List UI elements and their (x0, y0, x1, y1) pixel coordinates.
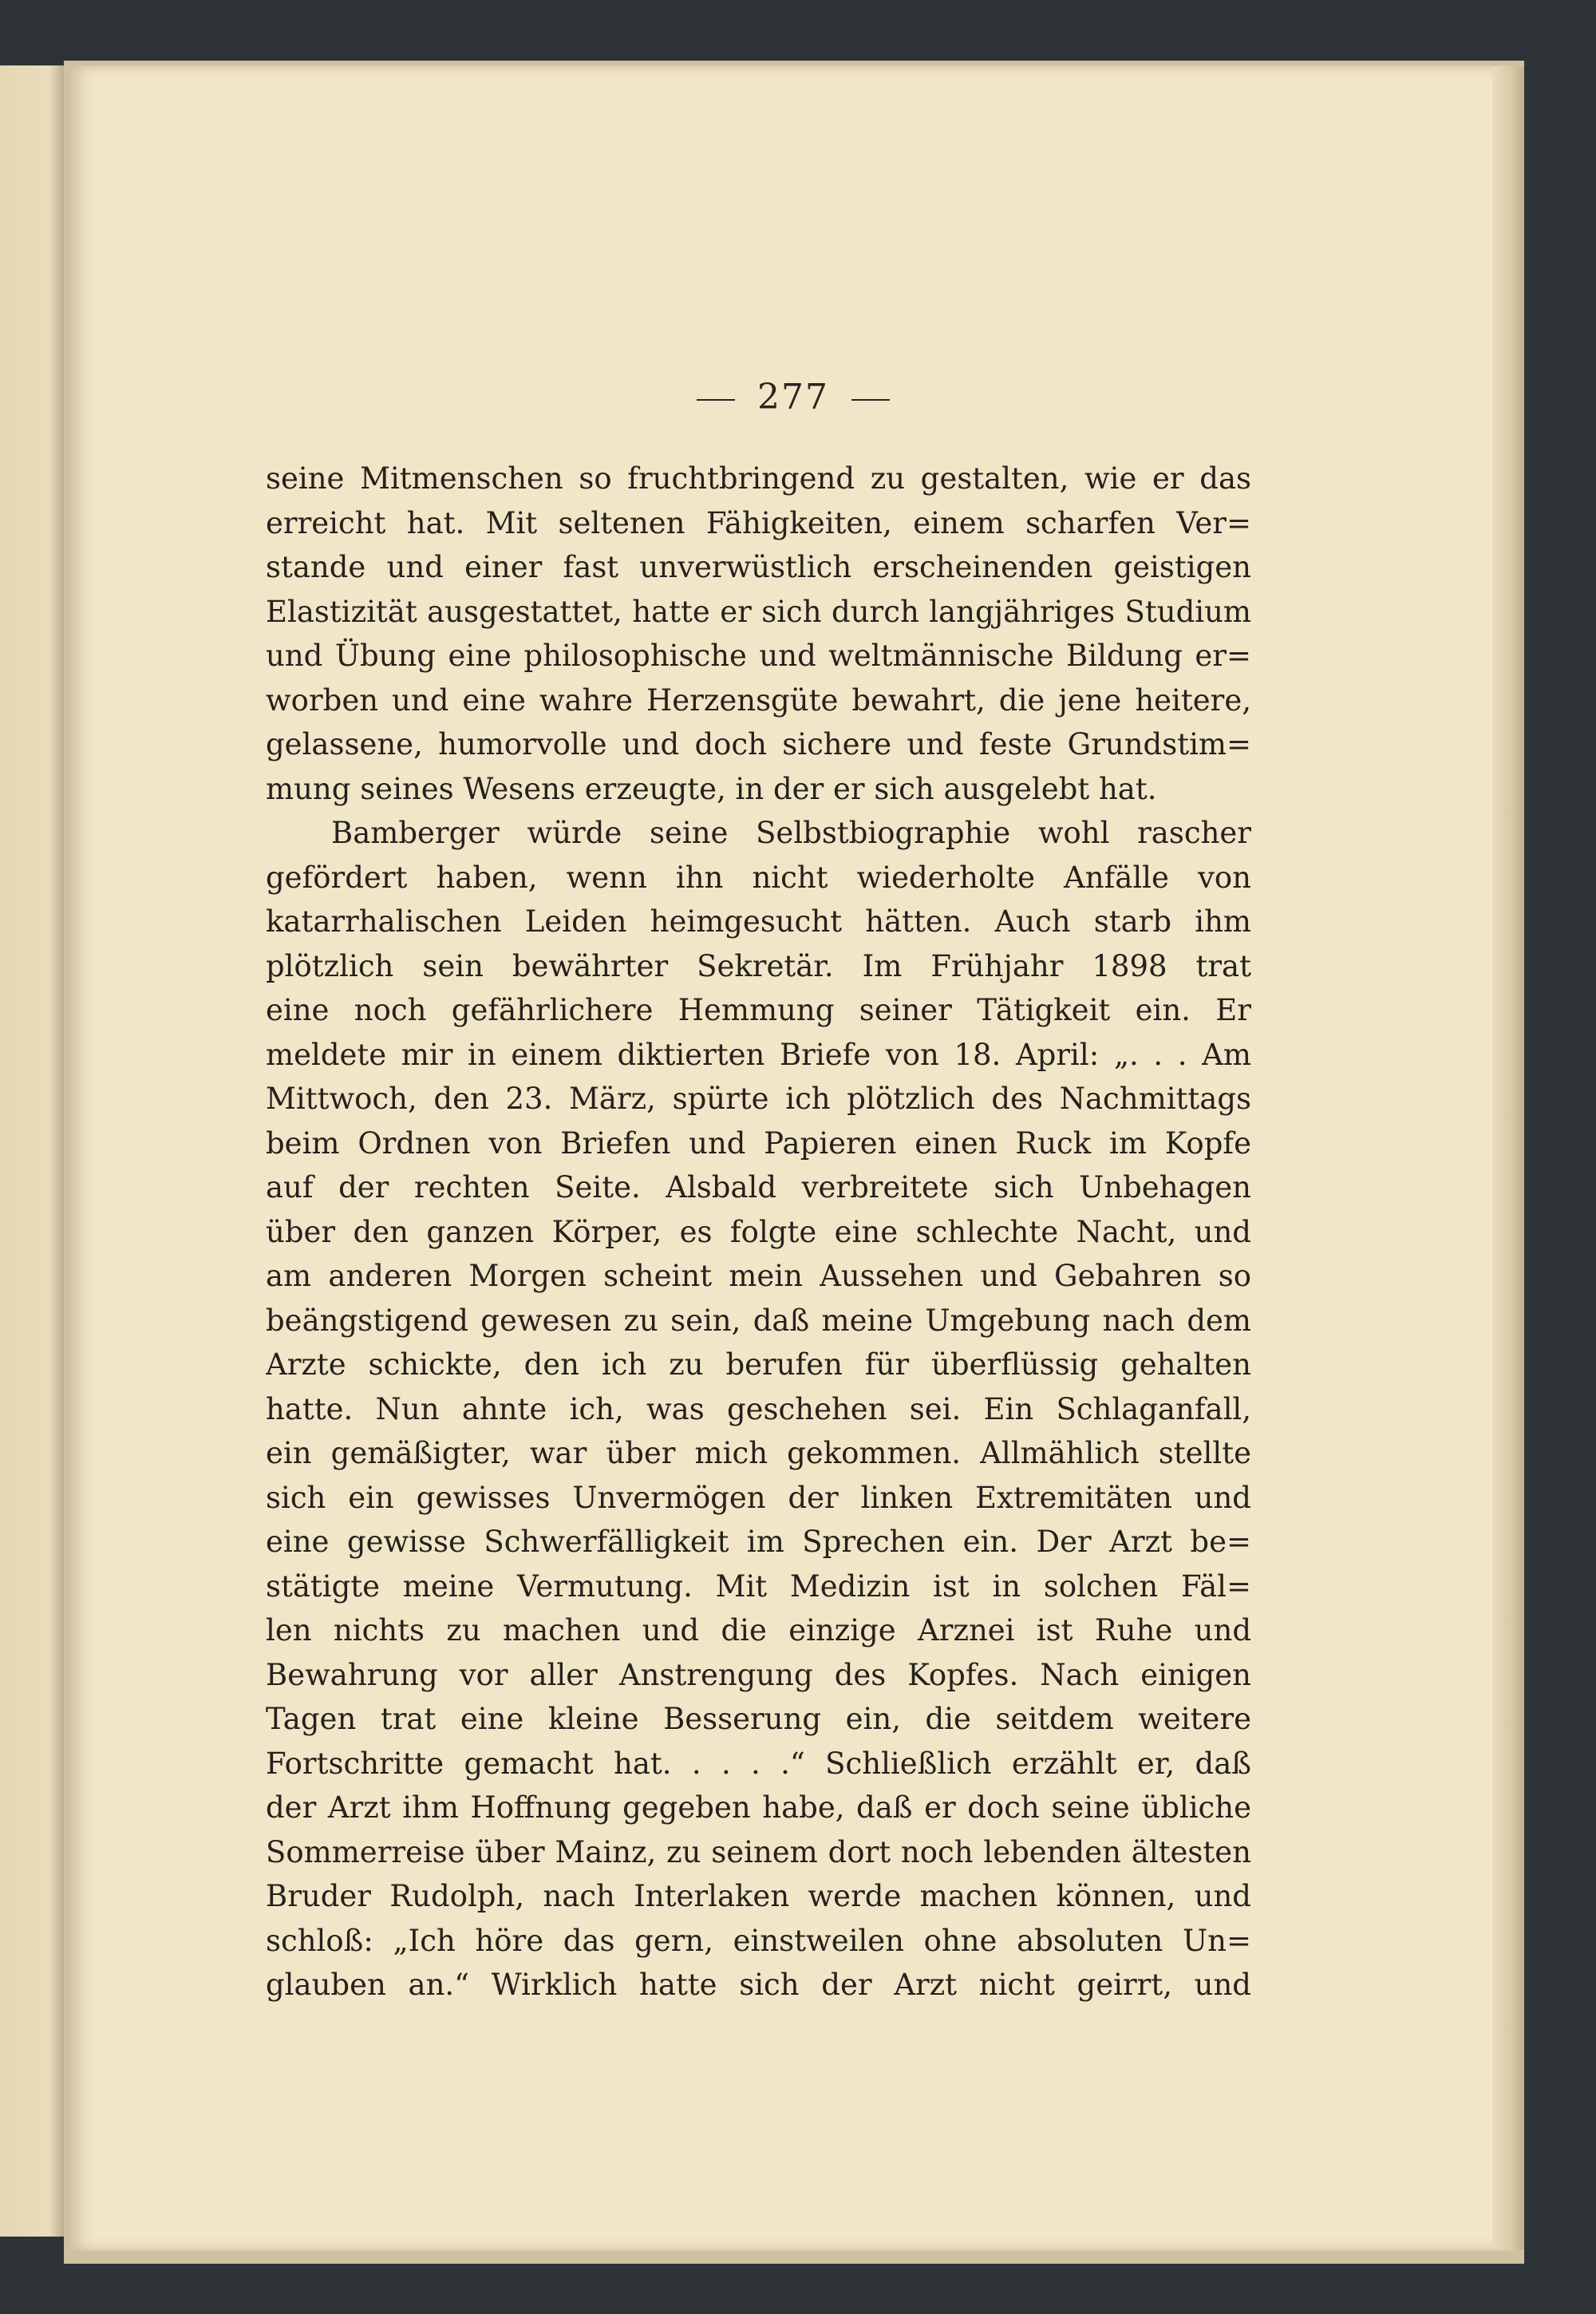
page-number: 277 (757, 377, 829, 417)
text-line: worben und eine wahre Herzensgüte bewahrt, die jene heitere, (266, 682, 1251, 718)
text-line: Bamberger würde seine Selbstbiographie wohl rascher (331, 816, 1251, 850)
text-line: Elastizität ausgestattet, hatte er sich durch langjähriges Studium (266, 594, 1251, 629)
page-right-edge (1492, 67, 1524, 2249)
text-line: katarrhalischen Leiden heimgesucht hätten. Auch starb ihm (266, 904, 1251, 939)
text-line: Bewahrung vor aller Anstrengung des Kopfes. Nach einigen (266, 1657, 1251, 1692)
text-line: hatte. Nun ahnte ich, was geschehen sei. Ein Schlaganfall, (266, 1391, 1251, 1426)
text-line: gefördert haben, wenn ihn nicht wiederholte Anfälle von (266, 860, 1251, 895)
text-line: am anderen Morgen scheint mein Aussehen und Gebahren so (266, 1259, 1251, 1293)
text-line: auf der rechten Seite. Alsbald verbreitete sich Unbehagen (266, 1170, 1251, 1204)
text-line: glauben an.“ Wirklich hatte sich der Arzt nicht geirrt, und (266, 1968, 1251, 2002)
text-line: erreicht hat. Mit seltenen Fähigkeiten, einem scharfen Ver= (266, 505, 1251, 540)
text-line: beängstigend gewesen zu sein, daß meine Umgebung nach dem (266, 1303, 1251, 1338)
text-line: Fortschritte gemacht hat. . . . .“ Schließlich erzählt er, daß (266, 1746, 1251, 1781)
text-line: Mittwoch, den 23. März, spürte ich plötzlich des Nachmittags (266, 1082, 1251, 1116)
book-page (70, 65, 1516, 2251)
text-line: und Übung eine philosophische und weltmännische Bildung er= (266, 639, 1251, 673)
body-text (266, 457, 1251, 2007)
text-line: der Arzt ihm Hoffnung gegeben habe, daß er doch seine übliche (266, 1790, 1251, 1825)
text-line: eine noch gefährlichere Hemmung seiner Tätigkeit ein. Er (266, 993, 1251, 1027)
text-line: sich ein gewisses Unvermögen der linken Extremitäten und (266, 1480, 1251, 1515)
text-line: beim Ordnen von Briefen und Papieren einen Ruck im Kopfe (266, 1125, 1251, 1161)
text-line: Sommerreise über Mainz, zu seinem dort noch lebenden ältesten (266, 1834, 1251, 1869)
text-line: Bruder Rudolph, nach Interlaken werde machen können, und (266, 1879, 1251, 1913)
page-header (70, 377, 1516, 417)
text-line: Tagen trat eine kleine Besserung ein, die seitdem weitere (266, 1702, 1251, 1736)
text-line: über den ganzen Körper, es folgte eine schlechte Nacht, und (266, 1214, 1251, 1249)
text-line: len nichts zu machen und die einzige Arznei ist Ruhe und (266, 1613, 1251, 1647)
text-line: mung seines Wesens erzeugte, in der er sich ausgelebt hat. (266, 771, 1157, 806)
text-line: seine Mitmenschen so fruchtbringend zu gestalten, wie er das (266, 461, 1251, 496)
text-line: schloß: „Ich höre das gern, einstweilen ohne absoluten Un= (266, 1923, 1251, 1958)
header-dash-right (851, 399, 890, 401)
previous-page-edge (0, 65, 70, 2237)
text-line: meldete mir in einem diktierten Briefe von 18. April: „. . . Am (266, 1037, 1251, 1072)
text-line: eine gewisse Schwerfälligkeit im Sprechen ein. Der Arzt be= (266, 1525, 1251, 1559)
text-line: gelassene, humorvolle und doch sichere und feste Grundstim= (266, 727, 1251, 761)
header-dash-left (697, 399, 735, 401)
text-line: stätigte meine Vermutung. Mit Medizin ist in solchen Fäl= (266, 1568, 1251, 1604)
text-line: stande und einer fast unverwüstlich erscheinenden geistigen (266, 550, 1251, 584)
text-line: Arzte schickte, den ich zu berufen für überflüssig gehalten (266, 1347, 1251, 1382)
text-line: ein gemäßigter, war über mich gekommen. Allmählich stellte (266, 1436, 1251, 1470)
text-line: plötzlich sein bewährter Sekretär. Im Frühjahr 1898 trat (266, 948, 1251, 983)
